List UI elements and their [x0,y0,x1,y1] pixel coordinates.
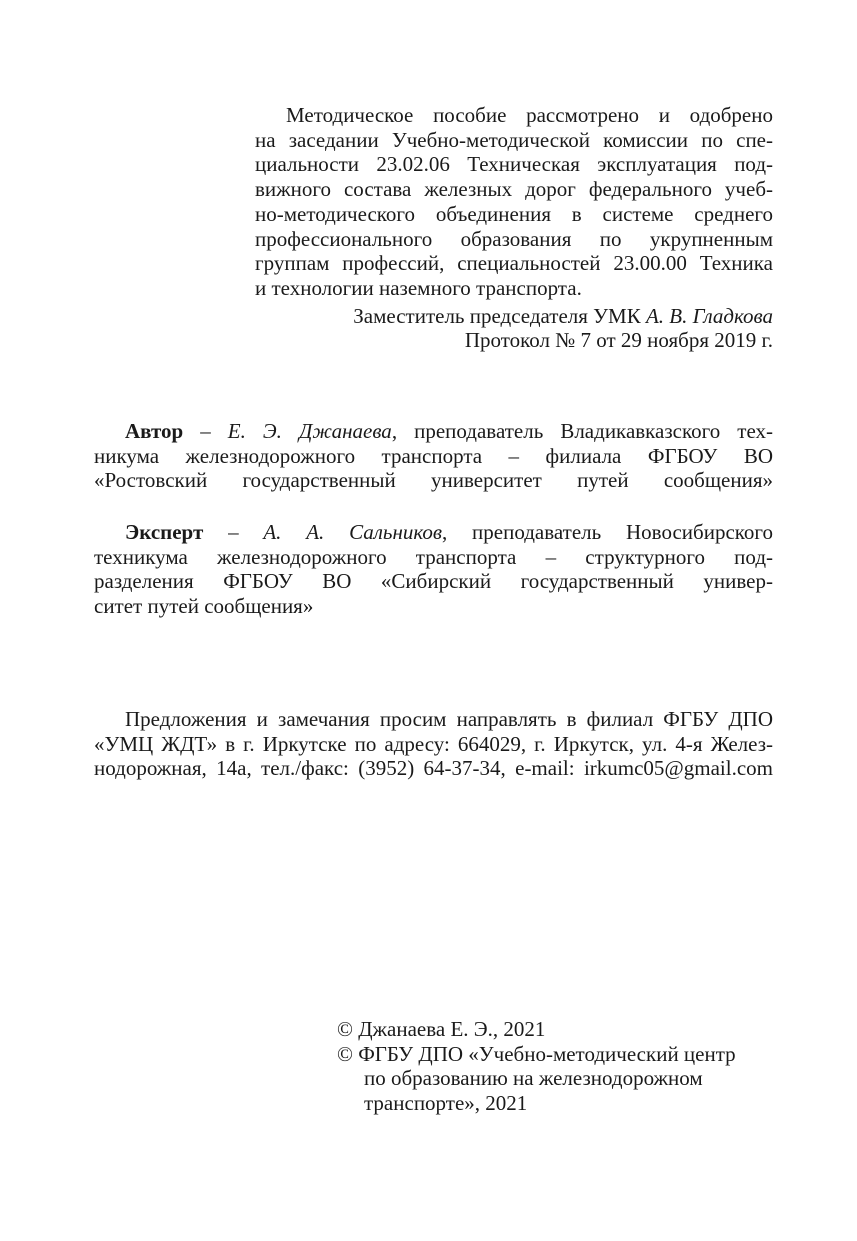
expert-line: техникума железнодорожного транспорта – структурного под- [94,544,773,569]
approval-line: и технологии наземного транспорта. [255,275,582,300]
deputy-prefix: Заместитель председателя УМК [353,303,641,328]
copyright-publisher-cont: транспорте», 2021 [364,1091,528,1116]
copyright-publisher-cont: по образованию на железнодорожном [364,1066,703,1091]
expert-line: разделения ФГБОУ ВО «Сибирский государственный универ- [94,569,773,594]
approval-line: группам профессий, специальностей 23.00.00 Техника [255,251,773,276]
contacts-line: нодорожная, 14а, тел./факс: (3952) 64-37-34, e-mail: irkumc05@gmail.com [94,756,773,781]
expert-name: А. А. Сальников [263,520,443,544]
author-line-1: Автор – Е. Э. Джанаева, преподаватель Владикавказского тех- [125,419,773,443]
contacts-line: Предложения и замечания просим направлять в филиал ФГБУ ДПО [125,707,773,731]
expert-line-1: Эксперт – А. А. Сальников, преподаватель Новосибирского [125,520,773,544]
author-block [94,419,773,493]
expert-line: ситет путей сообщения» [94,594,314,619]
approval-line: циальности 23.02.06 Техническая эксплуатация под- [255,152,773,177]
author-line: никума железнодорожного транспорта – филиала ФГБОУ ВО [94,443,773,468]
contacts-block [94,707,773,781]
expert-label: Эксперт [125,520,204,544]
copyright-block [337,1017,777,1116]
approval-first-line: Методическое пособие рассмотрено и одобрено [286,103,773,127]
approval-line: вижного состава железных дорог федерального учеб- [255,177,773,202]
expert-block [94,520,773,619]
deputy-name: А. В. Гладкова [645,303,773,328]
deputy-signature [255,304,773,329]
approval-line: на заседании Учебно-методической комиссии по спе- [255,127,773,152]
copyright-author: © Джанаева Е. Э., 2021 [337,1017,546,1041]
protocol-line: Протокол № 7 от 29 ноября 2019 г. [464,328,773,353]
author-label: Автор [125,419,184,443]
approval-line: но-методического объединения в системе среднего [255,201,773,226]
contacts-line: «УМЦ ЖДТ» в г. Иркутске по адресу: 664029, г. Иркутск, ул. 4-я Желез- [94,731,773,756]
author-line: «Ростовский государственный университет путей сообщения» [94,468,773,493]
approval-block [255,103,773,353]
copyright-publisher: © ФГБУ ДПО «Учебно-методический центр [337,1041,736,1066]
author-name: Е. Э. Джанаева [227,419,392,443]
approval-line: профессионального образования по укрупненным [255,226,773,251]
